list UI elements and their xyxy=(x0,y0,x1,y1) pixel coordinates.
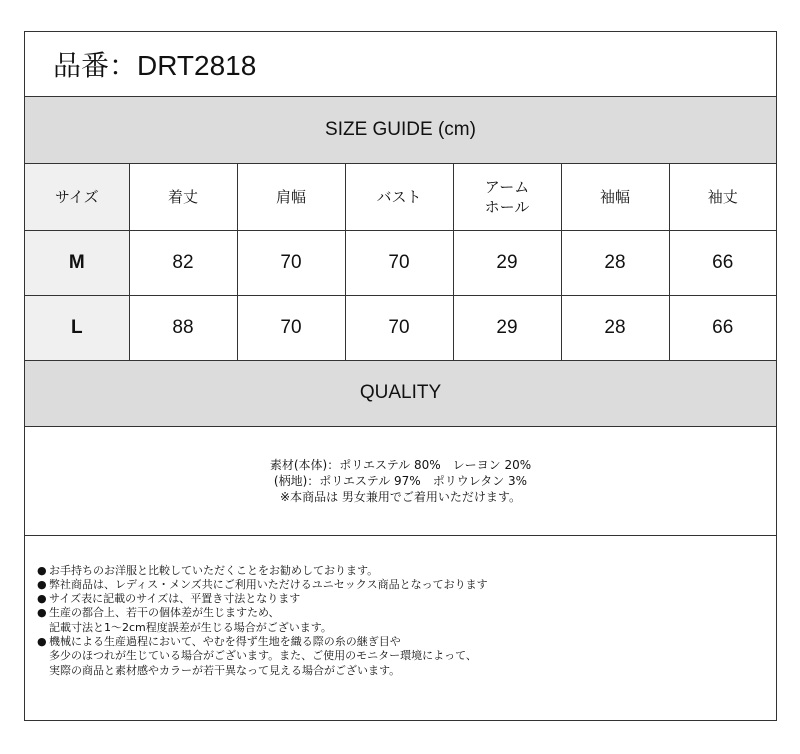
size-cell: L xyxy=(25,295,129,360)
size-guide-heading-bar xyxy=(25,97,776,164)
size-cell: M xyxy=(25,230,129,295)
product-code-title: 品番：DRT2818 xyxy=(53,50,257,81)
material-main-line: 素材(本体)：ポリエステル 80% レーヨン 20% xyxy=(269,457,532,472)
table-cell: 70 xyxy=(237,295,345,360)
bullet-icon: ● xyxy=(37,592,47,606)
quality-heading: QUALITY xyxy=(359,382,442,403)
note-text: 機械による生産過程において、やむを得ず生地を織る際の糸の継ぎ目や xyxy=(49,634,401,648)
note-text-continued: 記載寸法と1〜2cm程度誤差が生じる場合がございます。 xyxy=(49,620,332,634)
column-header-bust: バスト xyxy=(345,164,453,230)
list-item xyxy=(37,635,776,678)
column-header-sleeve-length: 袖丈 xyxy=(669,164,776,230)
table-cell: 70 xyxy=(345,230,453,295)
title-row xyxy=(25,32,776,97)
bullet-icon: ● xyxy=(37,606,47,620)
table-cell: 70 xyxy=(237,230,345,295)
column-header-length: 着丈 xyxy=(129,164,237,230)
column-header-sleeve-width: 袖幅 xyxy=(561,164,669,230)
note-text-continued: 多少のほつれが生じている場合がございます。また、ご使用のモニター環境によって、 xyxy=(49,649,477,663)
note-text: 弊社商品は、レディス・メンズ共にご利用いただけるユニセックス商品となっております xyxy=(49,577,488,591)
table-cell: 29 xyxy=(453,230,561,295)
table-cell: 28 xyxy=(561,295,669,360)
table-cell: 28 xyxy=(561,230,669,295)
table-cell: 66 xyxy=(669,230,776,295)
table-cell: 88 xyxy=(129,295,237,360)
note-text: サイズ表に記載のサイズは、平置き寸法となります xyxy=(49,592,301,606)
table-cell: 70 xyxy=(345,295,453,360)
bullet-icon: ● xyxy=(37,577,47,591)
list-item xyxy=(37,578,776,592)
note-text: お手持ちのお洋服と比較していただくことをお勧めしております。 xyxy=(49,563,379,577)
column-header-shoulder: 肩幅 xyxy=(237,164,345,230)
size-table xyxy=(25,164,776,361)
column-header-size: サイズ xyxy=(25,164,129,230)
product-info-sheet xyxy=(24,31,777,721)
list-item xyxy=(37,564,776,578)
table-cell: 82 xyxy=(129,230,237,295)
note-text: 生産の都合上、若干の個体差が生じますため、 xyxy=(49,606,280,620)
quality-heading-bar xyxy=(25,361,776,427)
notes-list xyxy=(25,536,776,678)
material-pattern-line: (柄地)：ポリエステル 97% ポリウレタン 3% xyxy=(273,473,528,488)
size-guide-heading: SIZE GUIDE (cm) xyxy=(325,119,476,140)
bullet-icon: ● xyxy=(37,563,47,577)
list-item xyxy=(37,606,776,635)
bullet-icon: ● xyxy=(37,634,47,648)
unisex-note-line: ※本商品は 男女兼用でご着用いただけます。 xyxy=(280,489,521,504)
quality-details xyxy=(25,427,776,536)
size-table-header-row xyxy=(25,164,776,230)
note-text-continued: 実際の商品と素材感やカラーが若干異なって見える場合がございます。 xyxy=(49,663,401,677)
table-row xyxy=(25,230,776,295)
table-cell: 29 xyxy=(453,295,561,360)
list-item xyxy=(37,592,776,606)
column-header-armhole: アーム ホール xyxy=(453,164,561,230)
table-row xyxy=(25,295,776,360)
table-cell: 66 xyxy=(669,295,776,360)
